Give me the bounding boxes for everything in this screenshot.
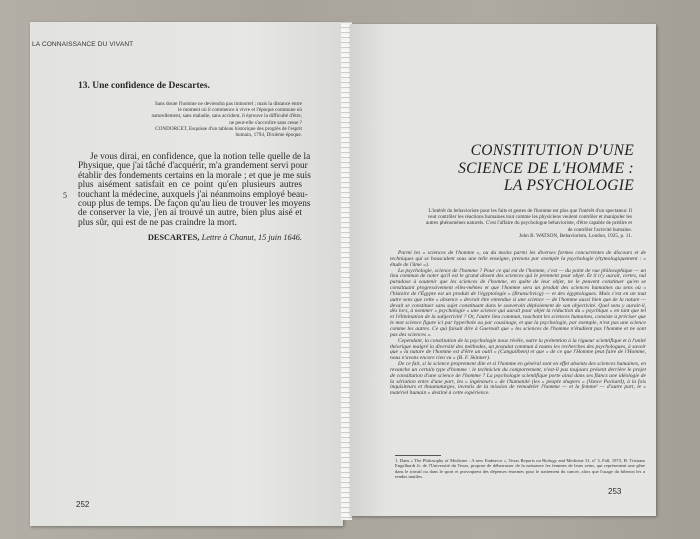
paragraph: De ce fait, si la science proprement dite et si l'homme en général sont en effet absents des sciences humaines, en revanche un certain type d'homme : le technicien du comportement, n'est-il pas toujours présent derrière le projet de constitution d'une science de l'homme ? La psychologie scientifique porte ainsi dans ses flancs une idéologie de la sériation entre d'une part, les « ingénieurs » de l'humanité (les « people shapers » (Vance Packard), à la fois inquisiteurs et thaumaturges, investis de la mission de remodeler l'homme — et la femme¹ — d'autre part, le « matériel humain » destiné à cette expérience. xyxy=(390,361,646,397)
footnote-divider xyxy=(395,455,441,456)
right-page xyxy=(350,24,656,516)
body-line: Physique, que j'ai tâché d'acquérir, m'a grandement servi pour xyxy=(78,161,308,172)
body-line: coup plus de temps. De façon qu'au lieu de trouver les moyens xyxy=(78,199,311,210)
chapter-title xyxy=(458,142,634,195)
quote-signature xyxy=(148,233,302,242)
body-line: touchant la médecine, auxquels j'ai néanmoins employé beau- xyxy=(78,189,308,200)
body-line: Je vous dirai, en confidence, que la notion telle quelle de la xyxy=(90,152,311,162)
paragraph: La psychologie, science de l'homme ? Pour ce qui est de l'homme, c'est — du point de vue philosophique — un lieu commun de noter qu'il est le grand absent des sciences qui le prennent pour objet. Et il n'y aurait, certes, nul paradoxe à soutenir que les sciences de l'homme, en quête de leur objet, ne le peuvent constituer qu'en se constituant progressivement elles-mêmes et que l'homme sera un produit des sciences humaines au sens où « l'histoire de l'Égypte est un produit de l'égyptologie » (Brunschvicg) — et des égyptologues. Mais c'est en un tout autre sens que cette « absence » devrait être entendue si une science — de l'homme aussi bien que de la nature — devait se constituer sans sujet constituant dans le souverain déploiement de son objectivité. Quel sens y aurait-il, dès lors, à nommer « psychologie » une science qui aurait pour objet la réduction du « psychique » en tant que tel et l'élimination de la subjectivité ? Or, l'autre lieu commun, touchant les sciences humaines, consiste à préciser que le mot science figure ici par hyperbole ou par cousinage, et que la psychologie, par exemple, n'est pas une science comme les autres. Ce qui faisait dire à Gueroult que « les sciences de l'homme n'étudient pas l'homme et ne sont pas des sciences ». xyxy=(390,267,646,338)
title-line: CONSTITUTION D'UNE xyxy=(470,142,634,159)
left-page xyxy=(30,22,343,526)
epigraph-source: CONDORCET, Esquisse d'un tableau historique des progrès de l'esprit humain, 1794, Dixième époque. xyxy=(155,125,302,139)
paragraph: Cependant, la constitution de la psychologie nous révèle, outre la prétention à la rigueur scientifique et à l'unité théorique malgré la diversité des méthodes, un postulat commun à toutes les recherches des psychologues, à savoir que « la nature de l'homme est d'être un outil » (Canguilhem) et que « de ce que l'Homme peut faire de l'Homme, nous n'avons encore rien vu » (B. F. Skinner). xyxy=(390,337,646,362)
descartes-quote xyxy=(78,152,311,228)
title-line: LA PSYCHOLOGIE xyxy=(503,177,634,194)
signature-work: Lettre à Chanut, 15 juin 1646. xyxy=(201,233,302,242)
page-number: 253 xyxy=(608,487,622,496)
line-number: 5 xyxy=(63,191,67,200)
watson-epigraph xyxy=(420,208,632,239)
running-head: LA CONNAISSANCE DU VIVANT xyxy=(32,41,134,48)
condorcet-epigraph xyxy=(150,101,302,138)
body-line: de conserver la vie, j'en ai trouvé un autre, bien plus aisé et xyxy=(78,208,302,219)
body-line: plus aisément satisfait en ce point qu'en plusieurs autres xyxy=(78,180,302,191)
page-number: 252 xyxy=(76,500,90,509)
epigraph-text: L'intérêt du behavioriste pour les faits et gestes de l'homme est plus que l'intérêt d'un spectateur. Il veut contrôler les réactions humaines tout comme les physiciens veulent contrôler et manipuler les autres phénomènes naturels. C'est l'affaire du psychologue behavioriste, d'être capable de prédire et de contrôler l'activité humaine. xyxy=(425,208,632,233)
title-line: SCIENCE DE L'HOMME : xyxy=(458,159,634,177)
footnote: 1. Dans « The Philosophy of Medicine : A new Endeavor », Texas Reports on Biology and Medicine 31, nº 3, Fall, 1973, H. Tristram Engelhardt Jr, de l'Université du Texas, propose de débarrasser de la naissance les femmes de leurs seins, qui représentent une gêne dans le travail ou dans le sport et provoquent des dépenses énormes pour le traitement du cancer, alors que l'usage du biberon les a rendus inutiles. xyxy=(395,458,645,479)
paragraph: Parmi les « sciences de l'homme », ou du moins parmi les diverses formes concurrentes de discours et de techniques qui se bousculent sous une telle enseigne, prenons par exemple la psychologie (étymologiquement : « étude de l'âme »). xyxy=(390,250,646,268)
signature-author: DESCARTES, xyxy=(147,233,200,242)
chapter-body xyxy=(390,251,646,397)
epigraph-source: John B. WATSON, Behaviorism, London, 1925, p. 11. xyxy=(519,232,632,239)
section-heading: 13. Une confidence de Descartes. xyxy=(78,81,210,91)
epigraph-text: Sans doute l'homme ne deviendra pas immortel ; mais la distance entre le moment où il commence à vivre et l'époque commune où naturellement, sans maladie, sans accident, il éprouve la difficulté d'être, ne peut-elle s'accroître sans cesse ? xyxy=(151,101,302,126)
body-line: établir des fondements certains en la morale ; et que je me suis xyxy=(78,170,311,181)
body-line: plus sûr, qui est de ne pas craindre la mort. xyxy=(78,217,237,228)
